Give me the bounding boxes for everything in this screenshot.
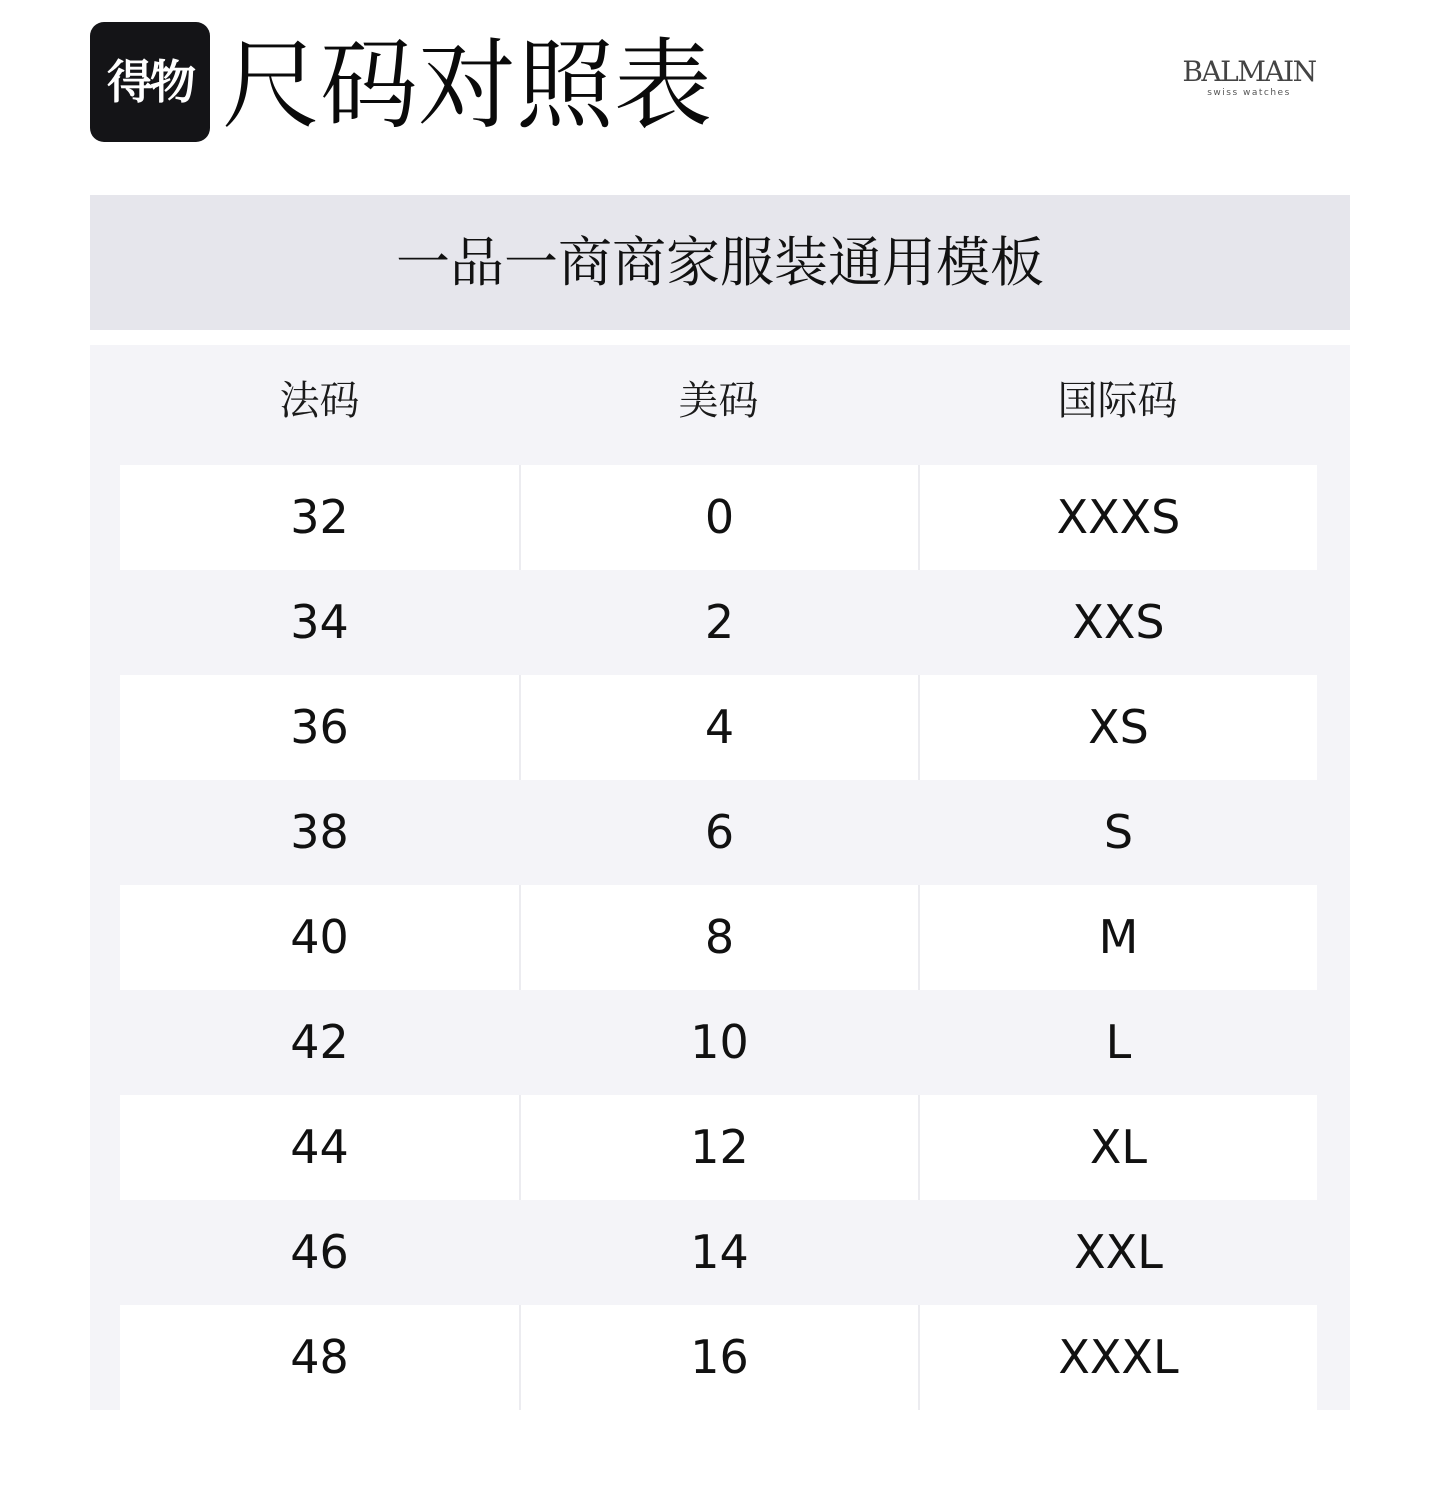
cell-fr-size: 34	[290, 595, 349, 649]
cell-intl-size: S	[918, 780, 1317, 885]
cell-us-size: 4	[519, 675, 918, 780]
table-row	[120, 465, 1317, 570]
cell-intl-size: XL	[918, 1095, 1317, 1200]
cell-us-size: 12	[519, 1095, 918, 1200]
cell-us-size: 16	[519, 1305, 918, 1410]
table-row	[120, 1305, 1317, 1410]
cell-fr-size: 48	[290, 1330, 349, 1384]
cell-intl-size: L	[918, 990, 1317, 1095]
cell-intl-size: XXS	[918, 570, 1317, 675]
page-header	[90, 22, 1350, 144]
cell-us-size: 10	[519, 990, 918, 1095]
cell-intl-size: XXL	[918, 1200, 1317, 1305]
cell-fr-size: 42	[290, 1015, 349, 1069]
table-header-row	[120, 345, 1317, 465]
page-title: 尺码对照表	[222, 29, 713, 143]
column-header-us: 美码	[678, 378, 759, 424]
brand-logo	[1174, 56, 1324, 99]
cell-us-size: 2	[519, 570, 918, 675]
brand-subtitle: swiss watches	[1207, 88, 1291, 98]
cell-intl-size: XS	[918, 675, 1317, 780]
cell-fr-size: 38	[290, 805, 349, 859]
size-table	[90, 345, 1350, 1410]
table-row	[120, 1200, 1317, 1305]
cell-fr-size: 40	[290, 910, 349, 964]
cell-us-size: 14	[519, 1200, 918, 1305]
cell-fr-size: 46	[290, 1225, 349, 1279]
cell-us-size: 8	[519, 885, 918, 990]
table-row	[120, 675, 1317, 780]
cell-fr-size: 36	[290, 700, 349, 754]
table-body	[120, 465, 1317, 1410]
template-banner: 一品一商商家服装通用模板	[90, 195, 1350, 330]
cell-intl-size: XXXL	[918, 1305, 1317, 1410]
cell-fr-size: 32	[290, 490, 349, 544]
cell-intl-size: XXXS	[918, 465, 1317, 570]
cell-fr-size: 44	[290, 1120, 349, 1174]
cell-us-size: 0	[519, 465, 918, 570]
brand-name: BALMAIN	[1182, 55, 1316, 88]
cell-us-size: 6	[519, 780, 918, 885]
table-row	[120, 570, 1317, 675]
column-header-fr: 法码	[279, 378, 360, 424]
table-row	[120, 1095, 1317, 1200]
table-row	[120, 780, 1317, 885]
table-row	[120, 885, 1317, 990]
table-row	[120, 990, 1317, 1095]
cell-intl-size: M	[918, 885, 1317, 990]
column-header-intl: 国际码	[1057, 378, 1178, 424]
app-logo: 得物	[90, 22, 210, 142]
